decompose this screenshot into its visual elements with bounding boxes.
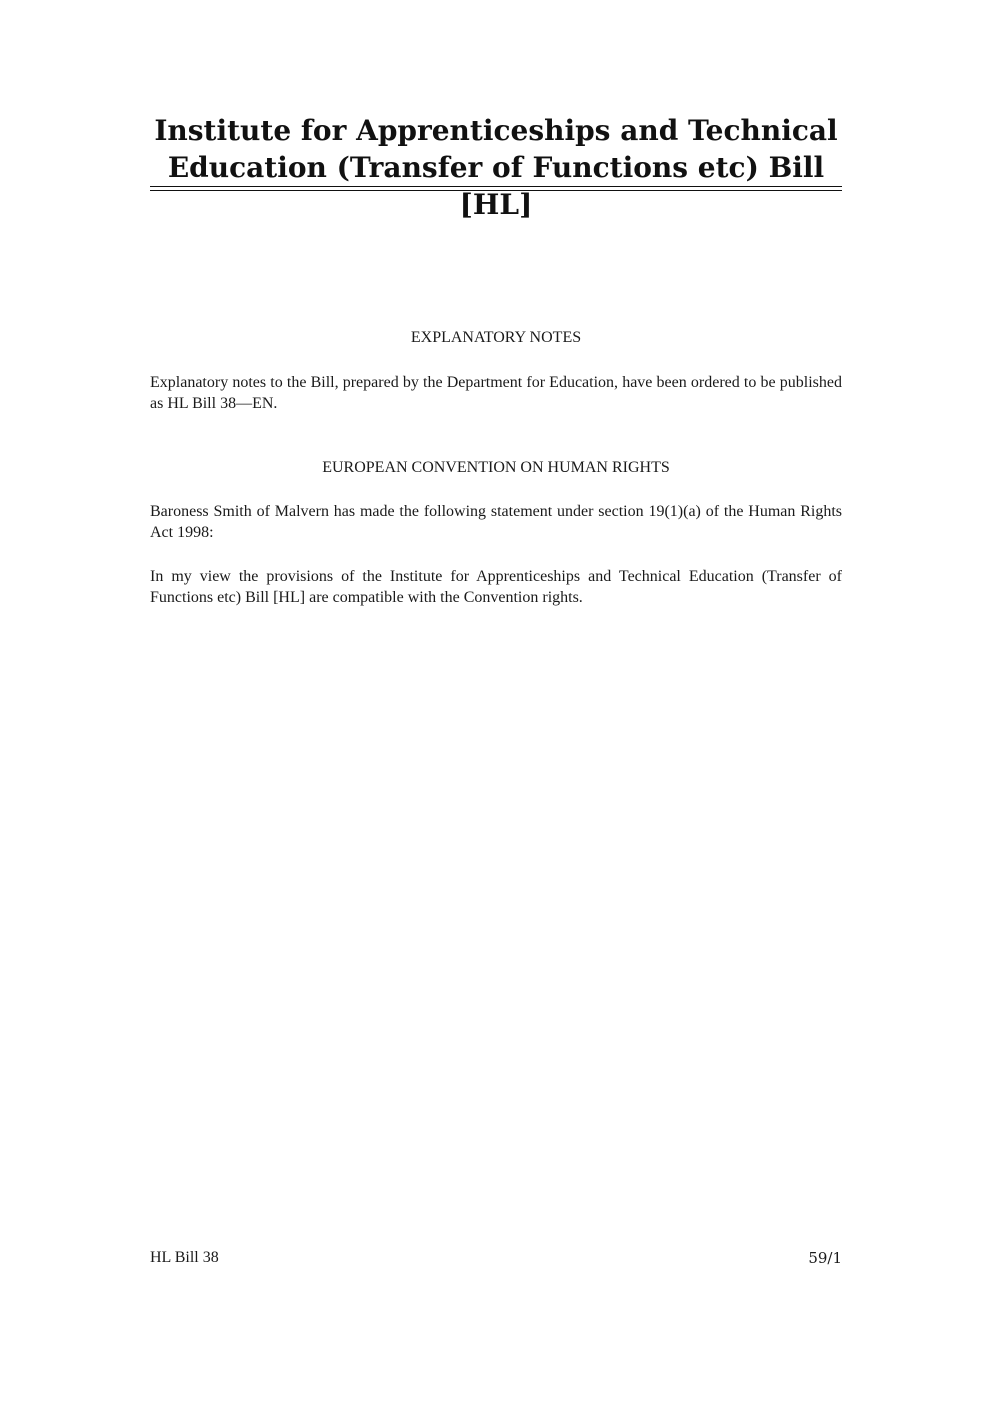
bill-title-line-2: Education (Transfer of Functions etc) Bill [HL] — [167, 151, 825, 221]
footer-print-reference: 59/1 — [808, 1249, 842, 1267]
footer-bill-reference: HL Bill 38 — [150, 1249, 219, 1266]
explanatory-notes-text: Explanatory notes to the Bill, prepared by the Department for Education, have been ordered to be published as HL Bill 38—EN. — [150, 374, 842, 412]
echr-compatibility-text: In my view the provisions of the Institute for Apprenticeships and Technical Education (Transfer of Functions etc) Bill [HL] are compatible with the Convention rights. — [150, 568, 842, 606]
title-rule-upper — [150, 186, 842, 187]
bill-title — [150, 112, 842, 223]
explanatory-notes-heading: EXPLANATORY NOTES — [410, 329, 582, 346]
echr-heading: EUROPEAN CONVENTION ON HUMAN RIGHTS — [322, 459, 670, 476]
bill-title-line-1: Institute for Apprenticeships and Technical — [154, 114, 838, 147]
title-rule-lower — [150, 190, 842, 191]
echr-statement-text: Baroness Smith of Malvern has made the following statement under section 19(1)(a) of the Human Rights Act 1998: — [150, 503, 842, 541]
